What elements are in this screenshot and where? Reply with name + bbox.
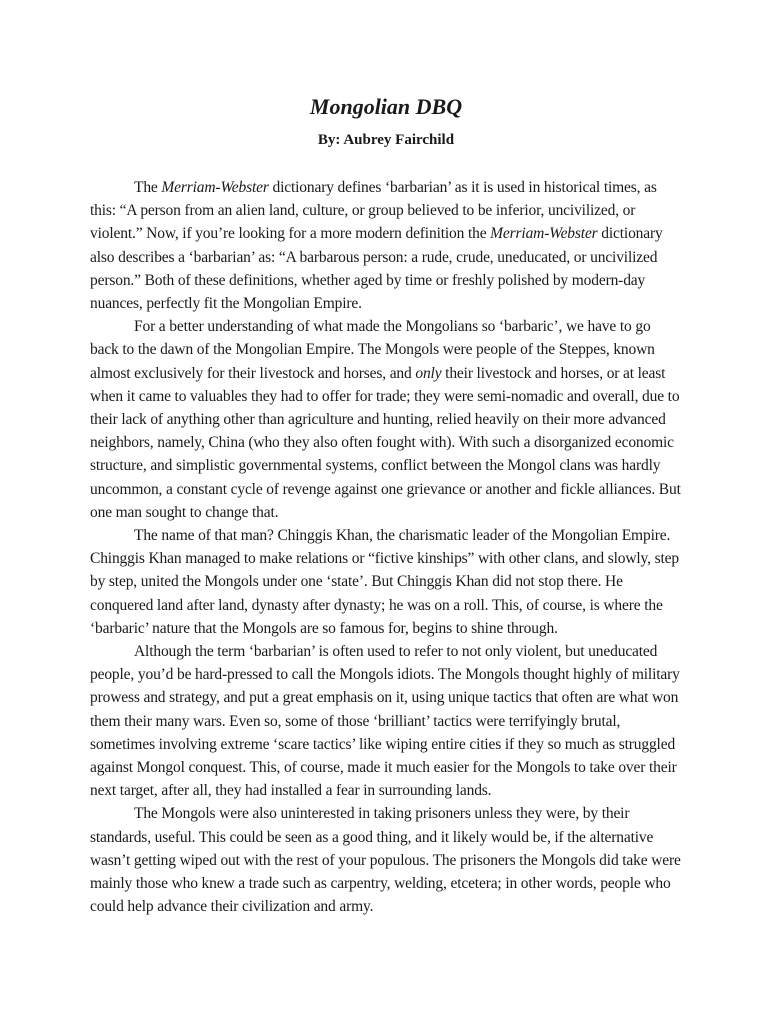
paragraph-text: The name of that man? Chinggis Khan, the charismatic leader of the Mongolian Empire. Chinggis Khan managed to make relations or “fictive kinships” with other clans, and slowly, step by step, united the Mongols under one ‘state’. But Chinggis Khan did not stop there. He conquered land after land, dynasty after dynasty; he was on a roll. This, of course, is where the ‘barbaric’ nature that the Mongols are so famous for, begins to shine through. [90,527,679,637]
paragraph-text: The [134,179,162,196]
italic-text: only [415,364,442,382]
paragraph-text: dictionary defines ‘barbarian’ as it is used in historical times, as this: “A person from an alien land, culture, or group believed to be inferior, uncivilized, or violent.” Now, if you’re looking for a more modern definition the [90,179,657,243]
author-line: By: Aubrey Fairchild [317,132,455,148]
document-body [90,176,682,919]
paragraph-text: The Mongols were also uninterested in taking prisoners unless they were, by their standards, useful. This could be seen as a good thing, and it likely would be, if the alternative wasn’t getting wiped out with the rest of your populous. The prisoners the Mongols did take were mainly those who knew a trade such as carpentry, welding, etcetera; in other words, people who could help advance their civilization and army. [90,805,681,916]
paragraph-text: For a better understanding of what made the Mongolians so ‘barbaric’, we have to go back to the dawn of the Mongolian Empire. The Mongols were people of the Steppes, known almost exclusively for their livestock and horses, and [90,318,655,382]
body-paragraph [90,176,682,315]
body-paragraph [90,315,682,524]
paragraph-text: Although the term ‘barbarian’ is often used to refer to not only violent, but uneducated people, you’d be hard-pressed to call the Mongols idiots. The Mongols thought highly of military prowess and strategy, and put a great emphasis on it, using unique tactics that often are what won them their many wars. Even so, some of those ‘brilliant’ tactics were terrifyingly brutal, sometimes involving extreme ‘scare tactics’ like wiping entire cities if they so much as struggled against Mongol conquest. This, of course, made it much easier for the Mongols to take over their next target, after all, they had installed a fear in surrounding lands. [90,643,680,800]
body-paragraph [90,640,682,802]
document-page [90,92,682,919]
body-paragraph [90,524,682,640]
document-title: Mongolian DBQ [309,94,463,119]
paragraph-text: their livestock and horses, or at least when it came to valuables they had to offer for trade; they were semi-nomadic and overall, due to their lack of anything other than agriculture and hunting, relied heavily on their more advanced neighbors, namely, China (who they also often fought with). With such a disorganized economic structure, and simplistic governmental systems, conflict between the Mongol clans was hardly uncommon, a constant cycle of revenge against one grievance or another and fickle alliances. But one man sought to change that. [90,364,681,521]
italic-text: Merriam-Webster [490,225,598,243]
italic-text: Merriam-Webster [161,179,269,196]
paragraph-text: dictionary also describes a ‘barbarian’ as: “A barbarous person: a rude, crude, uneducated, or uncivilized person.” Both of these definitions, whether aged by time or freshly polished by modern-day nuances, perfectly fit the Mongolian Empire. [90,225,663,313]
body-paragraph [90,802,682,918]
